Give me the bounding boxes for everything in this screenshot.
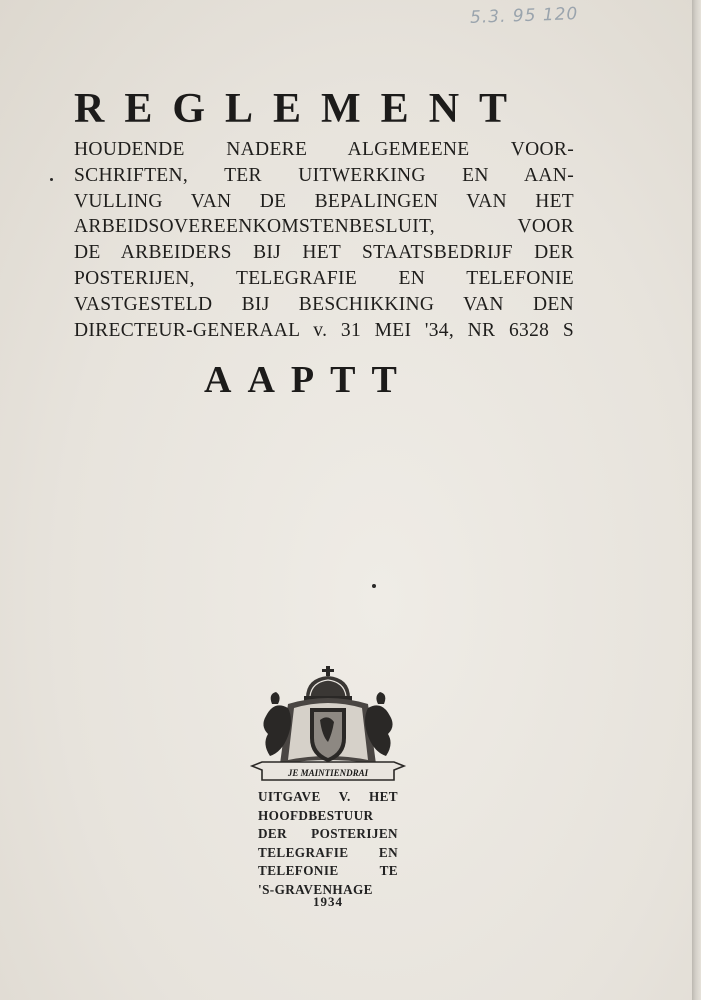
imprint-block xyxy=(258,788,398,900)
description-line: POSTERIJEN, TELEGRAFIE EN TELEFONIE xyxy=(74,267,574,289)
ink-speck xyxy=(372,584,376,588)
imprint-line: UITGAVE V. HET xyxy=(258,789,398,804)
publication-year: 1934 xyxy=(313,894,343,909)
imprint-line: 'S-GRAVENHAGE xyxy=(258,881,373,897)
description-line: VULLING VAN DE BEPALINGEN VAN HET xyxy=(74,190,574,212)
description-block xyxy=(74,137,574,343)
description-line: VASTGESTELD BIJ BESCHIKKING VAN DEN xyxy=(74,293,574,315)
pencil-annotation: 5.3. 95 120 xyxy=(469,4,579,28)
document-subtitle: AAPTT xyxy=(204,359,413,401)
imprint-line: HOOFDBESTUUR xyxy=(258,807,374,823)
description-line: DE ARBEIDERS BIJ HET STAATSBEDRIJF DER xyxy=(74,242,574,264)
imprint-line: TELEFONIE TE xyxy=(258,863,398,879)
page-edge xyxy=(692,0,701,1000)
ink-speck xyxy=(50,178,53,181)
imprint-line: DER POSTERIJEN xyxy=(258,826,398,842)
description-line: HOUDENDE NADERE ALGEMEENE VOOR- xyxy=(74,139,574,160)
imprint-line: TELEGRAFIE EN xyxy=(258,844,398,860)
document-title: REGLEMENT xyxy=(74,86,528,132)
motto-text: JE MAINTIENDRAI xyxy=(287,768,369,778)
description-line: SCHRIFTEN, TER UITWERKING EN AAN- xyxy=(74,164,574,186)
description-line: ARBEIDSOVEREENKOMSTENBESLUIT, VOOR xyxy=(74,216,574,238)
description-line: DIRECTEUR-GENERAAL v. 31 MEI '34, NR 6328 S xyxy=(74,319,574,341)
coat-of-arms-icon xyxy=(248,664,408,784)
